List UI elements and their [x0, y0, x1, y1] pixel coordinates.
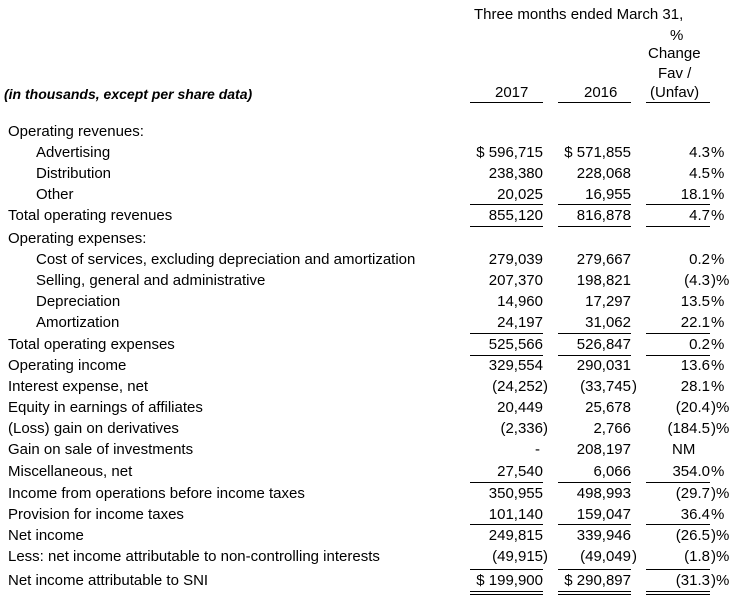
value-2017: 14,960 [497, 293, 543, 310]
subtotal-rule [470, 333, 543, 334]
row-label: Gain on sale of investments [8, 441, 194, 458]
row-label: Distribution [36, 165, 112, 182]
percent-suffix: % [711, 186, 725, 203]
row-label: Selling, general and administrative [36, 272, 266, 289]
value-2017: (49,915 [492, 548, 543, 565]
value-2016: 339,946 [576, 527, 631, 544]
final-double-rule [470, 591, 543, 595]
percent-change: 4.7 [689, 207, 710, 224]
period-heading: Three months ended March 31, [474, 6, 684, 23]
percent-change: 22.1 [680, 314, 710, 331]
value-2016: (33,745 [580, 378, 631, 395]
value-2016-paren: ) [632, 378, 637, 395]
value-2017: 525,566 [488, 336, 543, 353]
percent-suffix: % [711, 378, 725, 395]
unfav-heading: (Unfav) [650, 84, 700, 101]
row-label: Less: net income attributable to non-controlling interests [8, 548, 380, 565]
value-2017: (2,336 [500, 420, 543, 437]
total-rule [646, 226, 710, 227]
percent-suffix: )% [711, 485, 730, 502]
value-2017: 27,540 [497, 463, 543, 480]
value-2016: 279,667 [576, 251, 631, 268]
row-label: Net income [8, 527, 84, 544]
percent-change: 13.6 [680, 357, 710, 374]
row-label: Other [36, 186, 74, 203]
value-2017-paren: ) [543, 378, 548, 395]
value-2016: 290,031 [576, 357, 631, 374]
value-2016: $ 290,897 [564, 572, 631, 589]
value-2016: 208,197 [576, 441, 631, 458]
header-rule-2016 [558, 102, 631, 103]
final-double-rule [558, 591, 631, 595]
percent-change: 354.0 [672, 463, 710, 480]
percent-symbol: % [670, 27, 684, 44]
percent-change: (20.4 [675, 399, 710, 416]
percent-suffix: )% [711, 527, 730, 544]
subtotal-rule [558, 204, 631, 205]
subtotal-rule [558, 482, 631, 483]
value-2016: 159,047 [576, 506, 631, 523]
row-label: Cost of services, excluding depreciation and amortization [36, 251, 416, 268]
units-caption: (in thousands, except per share data) [4, 86, 253, 102]
header-rule-2017 [470, 102, 543, 103]
final-double-rule [646, 591, 710, 595]
value-2017: 238,380 [488, 165, 543, 182]
percent-change: 0.2 [689, 336, 710, 353]
percent-suffix: % [711, 506, 725, 523]
row-label: Total operating expenses [8, 336, 175, 353]
percent-change: (26.5 [675, 527, 710, 544]
value-2016: 816,878 [576, 207, 631, 224]
value-2017: 279,039 [488, 251, 543, 268]
value-2016: 31,062 [585, 314, 631, 331]
subtotal-rule [558, 524, 631, 525]
row-label: Operating income [8, 357, 127, 374]
subtotal-rule [646, 524, 710, 525]
total-rule [470, 355, 543, 356]
fav-heading: Fav / [658, 65, 692, 82]
row-label: (Loss) gain on derivatives [8, 420, 179, 437]
header-rule-change [646, 102, 710, 103]
value-2017: 855,120 [488, 207, 543, 224]
percent-suffix: % [711, 207, 725, 224]
percent-suffix: % [711, 357, 725, 374]
subtotal-rule [646, 333, 710, 334]
value-2016: $ 571,855 [564, 144, 631, 161]
percent-suffix: )% [711, 548, 730, 565]
percent-change: 36.4 [680, 506, 710, 523]
value-2017: 20,449 [497, 399, 543, 416]
row-label: Net income attributable to SNI [8, 572, 209, 589]
percent-change: (184.5 [667, 420, 710, 437]
percent-suffix: % [711, 251, 725, 268]
value-2017: - [535, 441, 540, 458]
percent-change: 4.3 [689, 144, 710, 161]
value-2016: 526,847 [576, 336, 631, 353]
value-2017: 207,370 [488, 272, 543, 289]
value-2016: 17,297 [585, 293, 631, 310]
percent-suffix: % [711, 463, 725, 480]
percent-suffix: )% [711, 420, 730, 437]
percent-change: 0.2 [689, 251, 710, 268]
subtotal-rule [646, 204, 710, 205]
row-label: Provision for income taxes [8, 506, 184, 523]
row-label: Advertising [36, 144, 111, 161]
subtotal-rule [470, 204, 543, 205]
percent-change: (31.3 [675, 572, 710, 589]
row-label: Operating expenses: [8, 230, 147, 247]
percent-change: 18.1 [680, 186, 710, 203]
value-2017: $ 596,715 [476, 144, 543, 161]
row-label: Amortization [36, 314, 120, 331]
value-2016: (49,049 [580, 548, 631, 565]
total-rule [558, 355, 631, 356]
value-2016: 16,955 [585, 186, 631, 203]
total-rule [646, 355, 710, 356]
percent-change: 4.5 [689, 165, 710, 182]
value-2016: 498,993 [576, 485, 631, 502]
row-label: Total operating revenues [8, 207, 173, 224]
percent-change: 13.5 [680, 293, 710, 310]
value-2017-paren: ) [543, 548, 548, 565]
subtotal-rule [646, 569, 710, 570]
value-2017: 24,197 [497, 314, 543, 331]
subtotal-rule [558, 569, 631, 570]
percent-suffix: % [711, 314, 725, 331]
subtotal-rule [470, 482, 543, 483]
percent-suffix: % [711, 336, 725, 353]
row-label: Miscellaneous, net [8, 463, 133, 480]
value-2017-paren: ) [543, 420, 548, 437]
value-2017: 350,955 [488, 485, 543, 502]
percent-suffix: % [711, 293, 725, 310]
value-2017: 101,140 [488, 506, 543, 523]
total-rule [470, 226, 543, 227]
row-label: Operating revenues: [8, 123, 144, 140]
row-label: Equity in earnings of affiliates [8, 399, 203, 416]
total-rule [558, 226, 631, 227]
percent-change: (29.7 [675, 485, 710, 502]
value-2017: 329,554 [488, 357, 543, 374]
year-2016-heading: 2016 [584, 84, 618, 101]
change-heading: Change [648, 45, 701, 62]
value-2016: 2,766 [593, 420, 631, 437]
row-label: Income from operations before income taxes [8, 485, 305, 502]
subtotal-rule [470, 524, 543, 525]
percent-suffix: % [711, 165, 725, 182]
percent-change: (1.8 [684, 548, 710, 565]
percent-suffix: % [711, 144, 725, 161]
value-2017: $ 199,900 [476, 572, 543, 589]
value-2017: 249,815 [488, 527, 543, 544]
value-2016: 198,821 [576, 272, 631, 289]
row-label: Interest expense, net [8, 378, 149, 395]
percent-suffix: )% [711, 272, 730, 289]
percent-change: 28.1 [680, 378, 710, 395]
percent-suffix: )% [711, 572, 730, 589]
subtotal-rule [558, 333, 631, 334]
percent-suffix: )% [711, 399, 730, 416]
percent-change: (4.3 [684, 272, 710, 289]
value-2016-paren: ) [632, 548, 637, 565]
value-2016: 228,068 [576, 165, 631, 182]
subtotal-rule [470, 569, 543, 570]
percent-change: NM [672, 441, 696, 458]
row-label: Depreciation [36, 293, 121, 310]
value-2016: 6,066 [593, 463, 631, 480]
value-2017: (24,252 [492, 378, 543, 395]
value-2016: 25,678 [585, 399, 631, 416]
year-2017-heading: 2017 [495, 84, 529, 101]
value-2017: 20,025 [497, 186, 543, 203]
subtotal-rule [646, 482, 710, 483]
